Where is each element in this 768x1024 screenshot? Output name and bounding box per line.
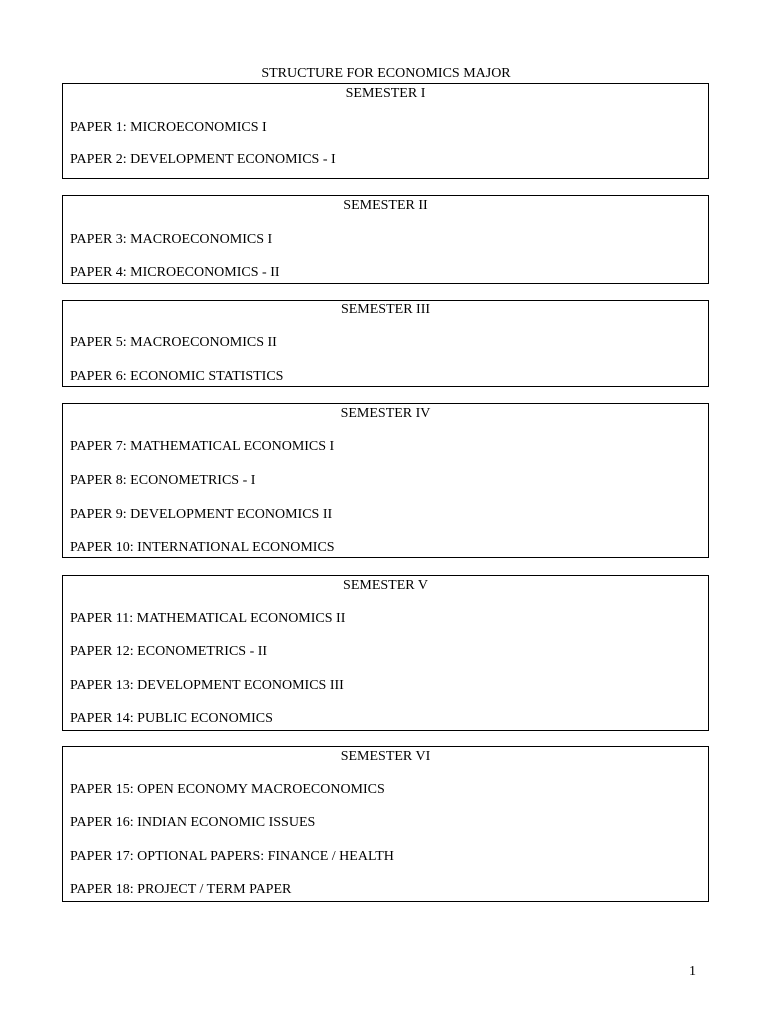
semester-heading: SEMESTER III (340, 302, 431, 317)
paper-item: PAPER 18: PROJECT / TERM PAPER (70, 882, 292, 897)
semester-heading: SEMESTER V (343, 578, 428, 593)
semester-heading: SEMESTER VI (340, 749, 431, 764)
paper-item: PAPER 15: OPEN ECONOMY MACROECONOMICS (70, 782, 385, 797)
semester-box (62, 403, 709, 558)
paper-item: PAPER 11: MATHEMATICAL ECONOMICS II (70, 611, 346, 626)
paper-item: PAPER 2: DEVELOPMENT ECONOMICS - I (70, 152, 336, 167)
paper-item: PAPER 1: MICROECONOMICS I (70, 120, 267, 135)
paper-item: PAPER 12: ECONOMETRICS - II (70, 644, 268, 659)
semester-box (62, 575, 709, 731)
paper-item: PAPER 4: MICROECONOMICS - II (70, 265, 280, 280)
semester-heading: SEMESTER II (343, 198, 428, 213)
semester-box (62, 300, 709, 387)
paper-item: PAPER 3: MACROECONOMICS I (70, 232, 273, 247)
paper-item: PAPER 16: INDIAN ECONOMIC ISSUES (70, 815, 316, 830)
paper-item: PAPER 10: INTERNATIONAL ECONOMICS (70, 540, 335, 555)
semester-box (62, 746, 709, 902)
semester-heading: SEMESTER IV (340, 406, 431, 421)
paper-item: PAPER 9: DEVELOPMENT ECONOMICS II (70, 507, 333, 522)
paper-item: PAPER 6: ECONOMIC STATISTICS (70, 369, 284, 384)
paper-item: PAPER 5: MACROECONOMICS II (70, 335, 277, 350)
paper-item: PAPER 17: OPTIONAL PAPERS: FINANCE / HEALTH (70, 849, 394, 864)
paper-item: PAPER 7: MATHEMATICAL ECONOMICS I (70, 439, 335, 454)
paper-item: PAPER 14: PUBLIC ECONOMICS (70, 711, 273, 726)
paper-item: PAPER 13: DEVELOPMENT ECONOMICS III (70, 678, 344, 693)
page-number: 1 (689, 964, 696, 979)
semester-box (62, 83, 709, 179)
paper-item: PAPER 8: ECONOMETRICS - I (70, 473, 256, 488)
semester-box (62, 195, 709, 284)
semester-heading: SEMESTER I (345, 86, 426, 101)
page-title: STRUCTURE FOR ECONOMICS MAJOR (261, 66, 511, 81)
